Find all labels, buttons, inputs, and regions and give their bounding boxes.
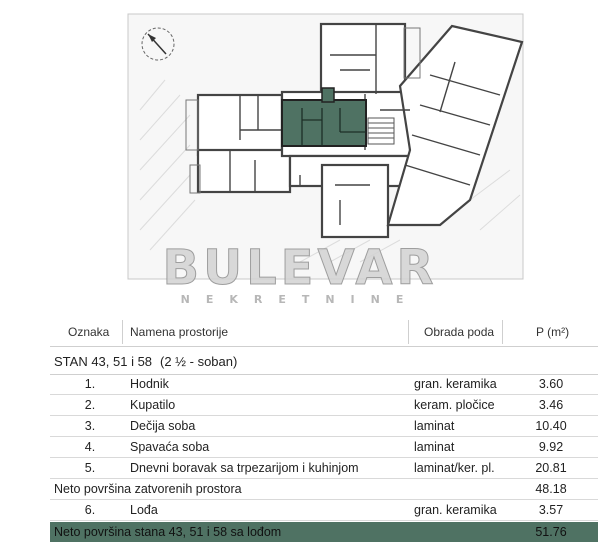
- table-row: [50, 458, 598, 479]
- loggia-row: [50, 500, 598, 521]
- header-area: P (m²): [536, 325, 570, 339]
- row-floor: gran. keramika: [414, 377, 497, 391]
- table-row: [50, 374, 598, 395]
- row-area: 3.57: [538, 503, 564, 517]
- brand-watermark: BULEVAR: [162, 240, 438, 296]
- net-closed-row: [50, 479, 598, 500]
- row-floor: gran. keramika: [414, 503, 497, 517]
- row-number: 1.: [84, 377, 96, 391]
- table-row: [50, 437, 598, 458]
- row-name: Lođa: [130, 503, 158, 517]
- row-number: 2.: [84, 398, 96, 412]
- row-number: 6.: [84, 503, 96, 517]
- table-header: [50, 318, 598, 347]
- section-row: [50, 350, 598, 375]
- row-floor: laminat/ker. pl.: [414, 461, 495, 475]
- row-area: 10.40: [535, 419, 567, 433]
- row-area: 9.92: [538, 440, 564, 454]
- row-floor: laminat: [414, 440, 455, 454]
- section-type: (2 ½ - soban): [160, 354, 238, 369]
- row-name: Hodnik: [130, 377, 169, 391]
- row-name: Kupatilo: [130, 398, 176, 412]
- grand-total-area: 51.76: [535, 525, 567, 539]
- row-name: Spavaća soba: [130, 440, 210, 454]
- header-code: Oznaka: [68, 325, 110, 339]
- row-number: 5.: [84, 461, 96, 475]
- header-divider: [502, 320, 503, 344]
- header-floor: Obrada poda: [424, 325, 495, 339]
- brand-watermark-sub: NEKRETNINE: [180, 293, 420, 306]
- row-floor: keram. pločice: [414, 398, 495, 412]
- row-number: 4.: [84, 440, 96, 454]
- header-name: Namena prostorije: [130, 325, 229, 339]
- header-divider: [122, 320, 123, 344]
- row-name: Dečija soba: [130, 419, 196, 433]
- row-floor: laminat: [414, 419, 455, 433]
- net-closed-label: Neto površina zatvorenih prostora: [54, 482, 242, 496]
- net-closed-area: 48.18: [535, 482, 567, 496]
- staircase: [368, 118, 394, 144]
- row-number: 3.: [84, 419, 96, 433]
- row-area: 3.60: [538, 377, 564, 391]
- table-row: [50, 395, 598, 416]
- grand-total-row: [50, 522, 598, 542]
- row-area: 20.81: [535, 461, 567, 475]
- grand-total-label: Neto površina stana 43, 51 i 58 sa lođom: [54, 525, 282, 539]
- header-divider: [408, 320, 409, 344]
- table-row: [50, 416, 598, 437]
- section-title: STAN 43, 51 i 58: [54, 354, 153, 369]
- row-name: Dnevni boravak sa trpezarijom i kuhinjom: [130, 461, 359, 475]
- row-area: 3.46: [538, 398, 564, 412]
